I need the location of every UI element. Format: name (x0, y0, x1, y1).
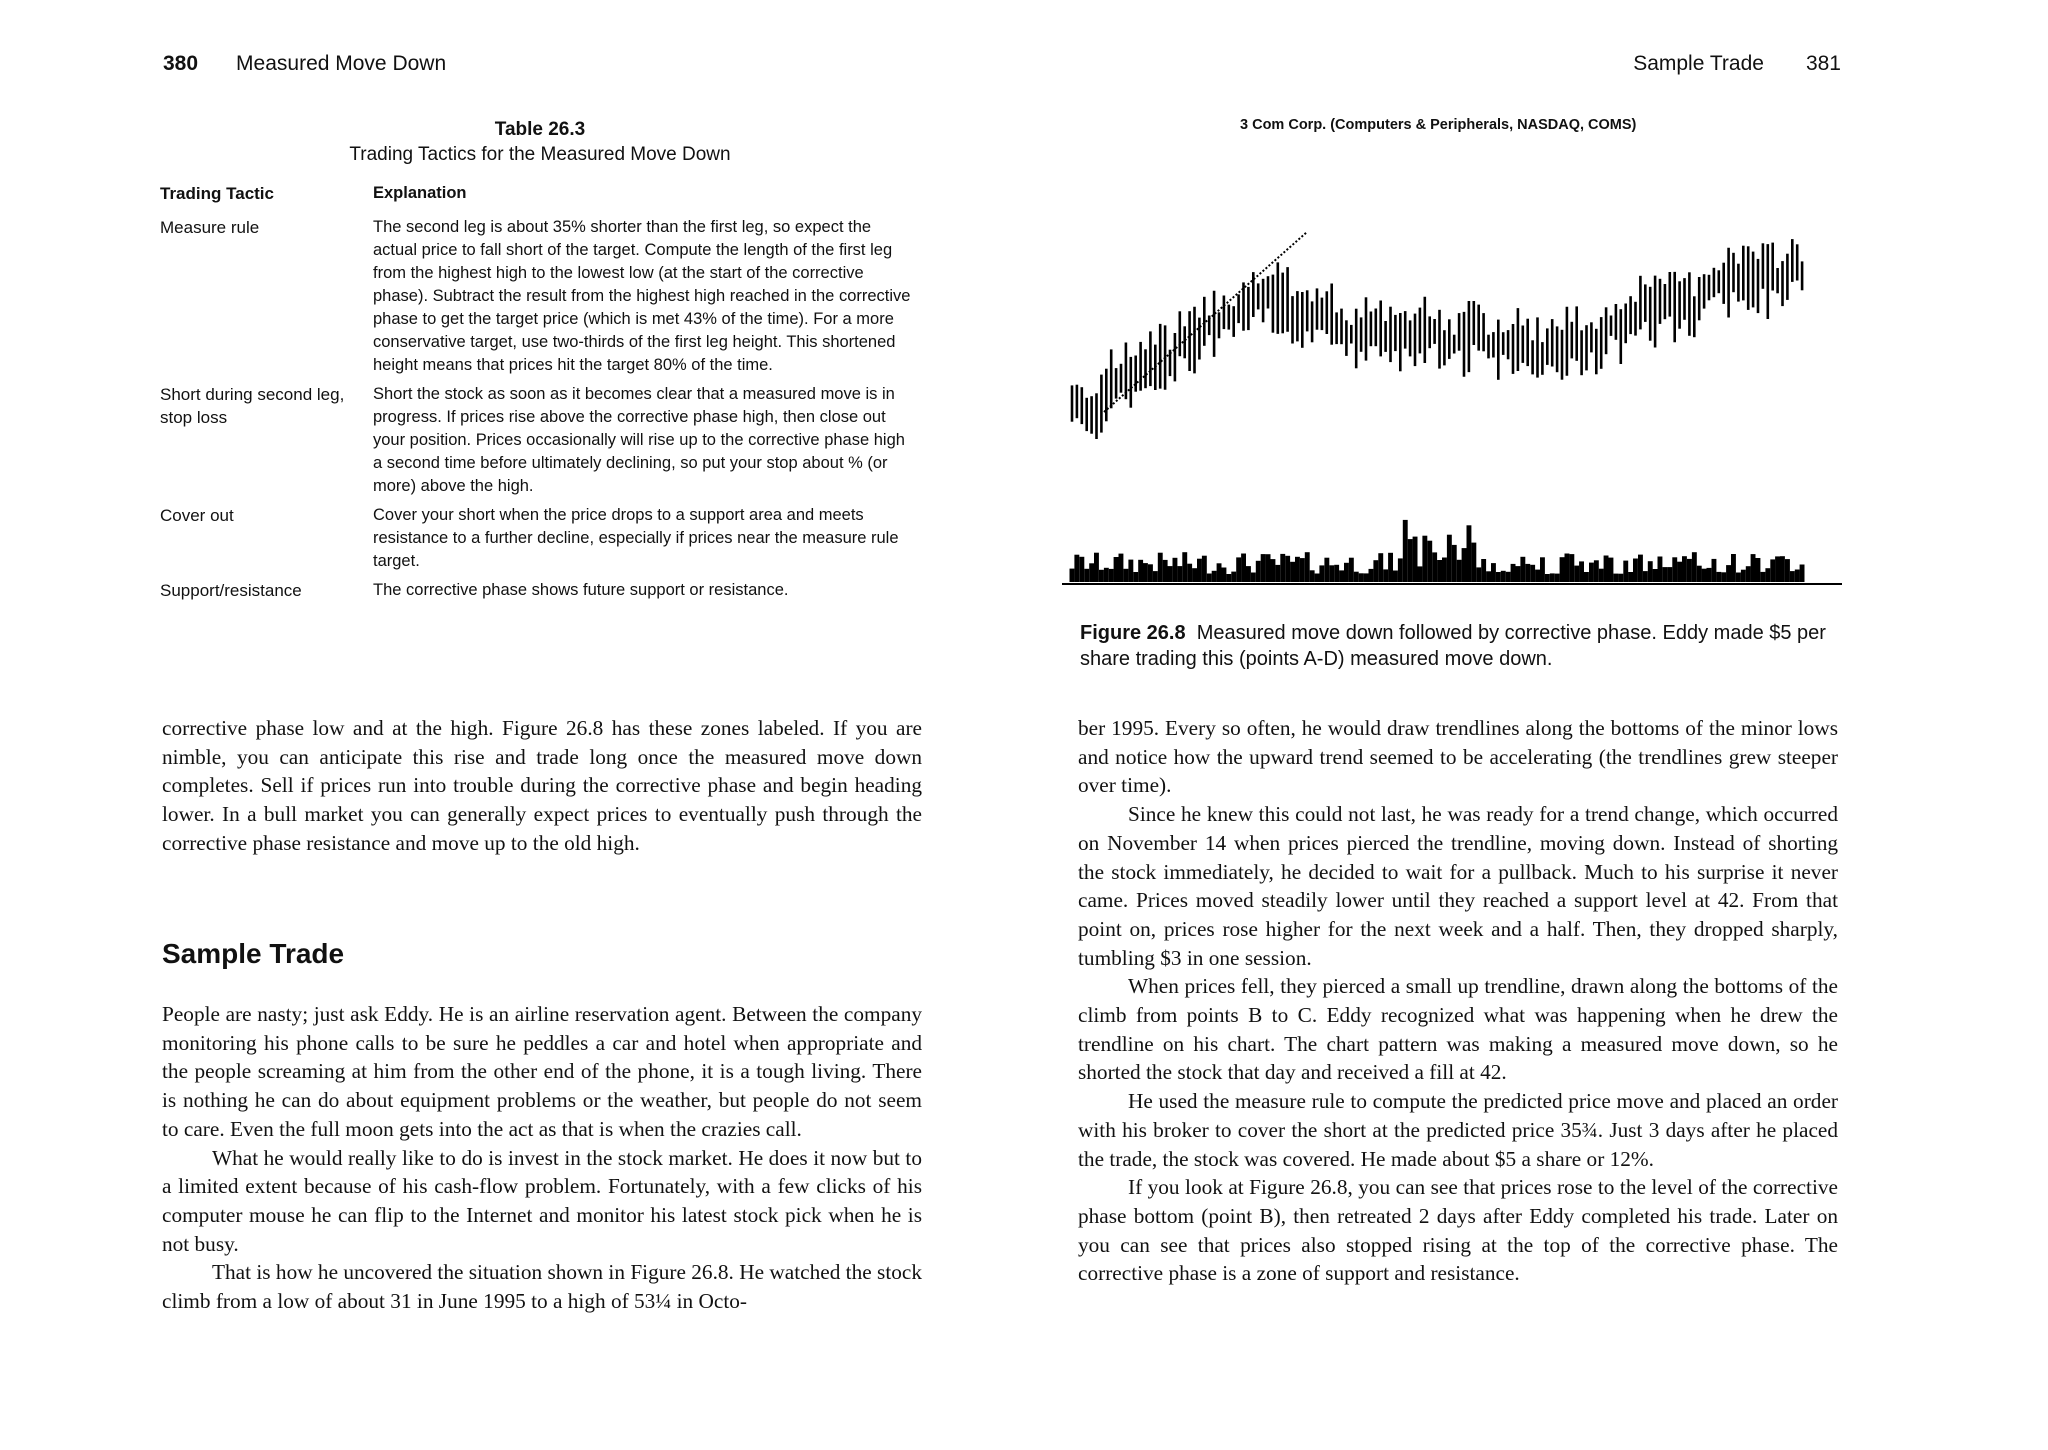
volume-bar (1300, 558, 1305, 582)
volume-bar (1672, 557, 1677, 582)
volume-bar (1506, 572, 1511, 582)
table-cell-tactic: Short during second leg, stop loss (160, 385, 345, 427)
volume-bar (1324, 558, 1329, 582)
body-paragraph: That is how he uncovered the situation shown in Figure 26.8. He watched the stock climb from a low of about 31 in June 1995 to a high of 53¼ in Octo- (162, 1260, 922, 1314)
volume-bar (1604, 556, 1609, 583)
volume-bar (1192, 568, 1197, 582)
volume-bar (1800, 565, 1805, 583)
left-page-number: 380 (163, 52, 199, 75)
volume-bar (1555, 574, 1560, 582)
volume-bar (1241, 554, 1246, 583)
right-paragraph-block (1078, 714, 1838, 1288)
volume-bar (1589, 563, 1594, 582)
table-cell-tactic: Cover out (160, 506, 234, 525)
volume-bar (1251, 573, 1256, 583)
volume-bar (1491, 563, 1496, 582)
table-title: Table 26.3 (494, 119, 586, 140)
volume-bar (1398, 558, 1403, 582)
volume-bar (1403, 520, 1408, 582)
section-heading: Sample Trade (162, 938, 345, 969)
volume-bar (1579, 561, 1584, 582)
volume-bar (1163, 560, 1168, 582)
volume-bar (1702, 569, 1707, 582)
left-paragraph-block (162, 714, 922, 858)
volume-bar (1643, 571, 1648, 582)
volume-bar (1697, 566, 1702, 582)
volume-bar (1173, 558, 1178, 582)
volume-bar (1334, 565, 1339, 582)
left-running-head (163, 52, 446, 76)
volume-bar (1418, 566, 1423, 582)
volume-bar (1295, 557, 1300, 582)
body-paragraph: Since he knew this could not last, he was ready for a trend change, which occurred on November 14 when prices pierced the trendline, moving down. Instead of shorting the stock immediately, he decided to wait for a pullback. Much to his surprise it never came. Prices moved steadily lower until they reached a support level at 42. From that point on, prices rose higher for the next week and a half. Then, they dropped sharply, tumbling $3 in one session. (1078, 802, 1838, 970)
table-cell-explanation: Short the stock as soon as it becomes clear that a measured move is in progress. If prices rise above the corrective phase high, then close out your position. Prices occasionally will rise up to the corrective phase high a second time before ultimately declining, so put your stop about % (or more) above the high. (373, 385, 905, 495)
volume-bar (1481, 559, 1486, 582)
table-row (160, 216, 920, 377)
volume-bar (1437, 560, 1442, 582)
volume-bar (1187, 564, 1192, 582)
body-paragraph: People are nasty; just ask Eddy. He is an airline reservation agent. Between the company monitoring his phone calls to be sure he peddles a car and hotel when appropriate and the people screaming at him from the other end of the phone, it is a tough living. There is nothing he can do about equipment problems or the weather, but people do not seem to care. Even the full moon gets into the act as that is when the crazies call. (162, 1002, 922, 1141)
volume-bar (1467, 525, 1472, 582)
volume-bar (1099, 570, 1104, 582)
volume-bar (1560, 557, 1565, 582)
volume-bar (1462, 548, 1467, 582)
volume-bar (1070, 569, 1075, 582)
volume-bar (1119, 554, 1124, 582)
volume-bar (1457, 560, 1462, 582)
volume-bar (1516, 566, 1521, 582)
volume-bar (1094, 553, 1099, 582)
volume-bar (1349, 558, 1354, 582)
volume-bar (1290, 562, 1295, 582)
volume-bar (1520, 557, 1525, 582)
volume-bar (1168, 566, 1173, 582)
volume-bar (1109, 569, 1114, 582)
price-volume-chart (1062, 112, 1852, 600)
volume-bar (1246, 566, 1251, 582)
volume-bar (1305, 552, 1310, 582)
table-row (160, 383, 920, 498)
table-header-row (160, 182, 920, 205)
right-running-title: Sample Trade (1633, 52, 1764, 75)
volume-bar (1378, 553, 1383, 582)
sample-trade-text (162, 1000, 922, 1316)
volume-bar (1074, 555, 1079, 582)
table-row (160, 504, 920, 573)
volume-bar (1442, 558, 1447, 583)
volume-bar (1545, 574, 1550, 582)
right-page-number: 381 (1805, 52, 1841, 75)
volume-bar (1339, 570, 1344, 582)
volume-bar (1315, 574, 1320, 583)
left-running-title: Measured Move Down (236, 52, 447, 75)
volume-bar (1447, 535, 1452, 582)
table-subtitle: Trading Tactics for the Measured Move Down (349, 144, 731, 165)
volume-bar (1079, 557, 1084, 582)
volume-bar (1133, 572, 1138, 582)
volume-bar (1310, 570, 1315, 582)
volume-bar (1231, 572, 1236, 582)
figure-caption-text: Measured move down followed by corrective phase. Eddy made $5 per share trading this (points A-D) measured move down. (1080, 622, 1826, 670)
volume-bar (1182, 552, 1187, 582)
volume-bar (1383, 569, 1388, 582)
volume-bar (1471, 543, 1476, 582)
volume-bar (1197, 559, 1202, 582)
volume-bar (1271, 559, 1276, 582)
volume-bar (1486, 571, 1491, 582)
volume-bar (1236, 557, 1241, 582)
volume-bar (1682, 556, 1687, 582)
volume-bar (1609, 558, 1614, 582)
volume-bar (1667, 567, 1672, 582)
volume-bar (1212, 571, 1217, 582)
body-paragraph: ber 1995. Every so often, he would draw trendlines along the bottoms of the minor lows and notice how the upward trend seemed to be accelerating (the trendlines grew steeper over time). (1078, 716, 1838, 798)
table-cell-explanation: The corrective phase shows future support or resistance. (373, 581, 789, 599)
volume-bar (1633, 559, 1638, 583)
volume-bar (1153, 571, 1158, 582)
volume-bar (1614, 574, 1619, 582)
volume-bar (1775, 556, 1780, 582)
volume-bar (1285, 556, 1290, 582)
volume-bar (1574, 566, 1579, 582)
body-paragraph: corrective phase low and at the high. Figure 26.8 has these zones labeled. If you are nimble, you can anticipate this rise and trade long once the measured move down completes. Sell if prices run into trouble during the corrective phase and begin heading lower. In a bull market you can generally expect prices to eventually push through the corrective phase resistance and move up to the old high. (162, 716, 922, 855)
volume-bar (1354, 572, 1359, 582)
volume-bar (1413, 537, 1418, 582)
volume-bar (1780, 556, 1785, 582)
table-cell-tactic: Measure rule (160, 218, 260, 237)
volume-bar (1143, 563, 1148, 582)
volume-bar (1388, 553, 1393, 582)
volume-bar (1795, 570, 1800, 583)
volume-bar (1746, 566, 1751, 582)
volume-bar (1663, 567, 1668, 582)
table-cell-explanation: The second leg is about 35% shorter than the first leg, so expect the actual price to fall short of the target. Compute the length of the first leg from the highest high to the lowest low (at the start of the corrective phase). Subtract the result from the highest high reached in the corrective phase to get the target price (which is met 43% of the time). For a more conservative target, use two-thirds of the first leg height. This shortened height means that prices hit the target 80% of the time. (373, 218, 911, 374)
volume-bar (1452, 545, 1457, 582)
figure-title: 3 Com Corp. (Computers & Peripherals, NASDAQ, COMS) (1240, 117, 1637, 133)
volume-bar (1226, 574, 1231, 582)
volume-bar (1721, 572, 1726, 582)
volume-bar (1540, 557, 1545, 582)
volume-bar (1658, 557, 1663, 583)
volume-bar (1628, 572, 1633, 582)
volume-bar (1158, 553, 1163, 582)
volume-bar (1790, 571, 1795, 582)
volume-bar (1599, 569, 1604, 582)
volume-bar (1653, 569, 1658, 582)
volume-bar (1369, 569, 1374, 582)
volume-bar (1124, 569, 1129, 582)
volume-bar (1501, 571, 1506, 582)
volume-bar (1741, 570, 1746, 582)
volume-bar (1594, 560, 1599, 582)
volume-bar (1373, 560, 1378, 582)
right-running-head (1633, 52, 1841, 76)
volume-bar (1202, 556, 1207, 582)
table-header-explanation: Explanation (373, 184, 467, 202)
volume-bar (1638, 555, 1643, 582)
volume-bar (1128, 560, 1133, 582)
table-row (160, 579, 920, 602)
volume-bar (1207, 574, 1212, 583)
volume-bar (1751, 554, 1756, 582)
volume-bar (1731, 554, 1736, 582)
volume-bar (1114, 557, 1119, 582)
table-header-tactic: Trading Tactic (160, 184, 274, 203)
volume-bar (1525, 564, 1530, 582)
volume-bar (1687, 559, 1692, 582)
volume-bar (1275, 565, 1280, 582)
body-paragraph: When prices fell, they pierced a small up trendline, drawn along the bottoms of the climb from points B to C. Eddy recognized what was happening when he drew the trendline on his chart. The chart pattern was making a measured move down, so he shorted the stock that day and received a fill at 42. (1078, 974, 1838, 1085)
volume-bar (1266, 554, 1271, 582)
volume-bar (1785, 559, 1790, 582)
volume-bar (1511, 564, 1516, 582)
volume-bar (1765, 568, 1770, 582)
volume-bar (1084, 569, 1089, 582)
volume-bar (1408, 539, 1413, 582)
volume-bar (1530, 565, 1535, 582)
volume-bar (1280, 554, 1285, 582)
volume-bar (1726, 565, 1731, 582)
table-cell-explanation: Cover your short when the price drops to a support area and meets resistance to a further decline, especially if prices near the measure rule target. (373, 506, 899, 570)
volume-bar (1476, 567, 1481, 582)
volume-bar (1569, 554, 1574, 582)
volume-bar (1177, 566, 1182, 582)
volume-bar (1104, 568, 1109, 582)
volume-bar (1222, 568, 1227, 583)
table-cell-tactic: Support/resistance (160, 581, 302, 600)
body-paragraph: If you look at Figure 26.8, you can see that prices rose to the level of the corrective phase bottom (point B), then retreated 2 days after Eddy completed his trade. Later on you can see that prices also stopped rising at the top of the corrective phase. The corrective phase is a zone of support and resistance. (1078, 1175, 1838, 1286)
volume-bar (1535, 570, 1540, 582)
volume-bar (1138, 560, 1143, 582)
figure-caption-label: Figure 26.8 (1080, 622, 1186, 644)
volume-bar (1618, 574, 1623, 582)
volume-bar (1756, 558, 1761, 582)
volume-bar (1432, 552, 1437, 582)
volume-bar (1677, 562, 1682, 582)
volume-bar (1761, 572, 1766, 582)
volume-bar (1770, 559, 1775, 582)
volume-bar (1344, 563, 1349, 582)
figure-caption (1080, 620, 1840, 672)
volume-bar (1427, 541, 1432, 582)
body-paragraph: He used the measure rule to compute the predicted price move and placed an order with his broker to cover the short at the predicted price 35¾. Just 3 days after he placed the trade, the stock was covered. He made about $5 a share or 12%. (1078, 1089, 1838, 1171)
body-paragraph: What he would really like to do is invest in the stock market. He does it now but to a limited extent because of his cash-flow problem. Fortunately, with a few clicks of his computer mouse he can flip to the Internet and monitor his latest stock pick when he is not busy. (162, 1145, 922, 1256)
volume-bar (1217, 563, 1222, 582)
volume-bar (1496, 572, 1501, 582)
volume-bar (1148, 564, 1153, 582)
volume-bar (1089, 563, 1094, 582)
volume-bar (1393, 571, 1398, 583)
volume-bar (1623, 561, 1628, 582)
volume-bar (1692, 552, 1697, 582)
volume-bar (1329, 565, 1334, 582)
volume-bar (1712, 559, 1717, 582)
volume-bar (1736, 573, 1741, 583)
volume-bar (1584, 572, 1589, 582)
tactics-table (160, 118, 920, 608)
volume-bar (1550, 573, 1555, 582)
volume-bar (1707, 568, 1712, 582)
volume-bar (1359, 573, 1364, 582)
volume-bar (1422, 536, 1427, 582)
volume-bar (1364, 573, 1369, 582)
volume-bar (1261, 554, 1266, 582)
stock-chart-figure (1062, 112, 1852, 600)
volume-bar (1565, 554, 1570, 583)
volume-bar (1256, 561, 1261, 582)
volume-bar (1648, 561, 1653, 582)
volume-bar (1319, 565, 1324, 582)
volume-bar (1716, 572, 1721, 582)
